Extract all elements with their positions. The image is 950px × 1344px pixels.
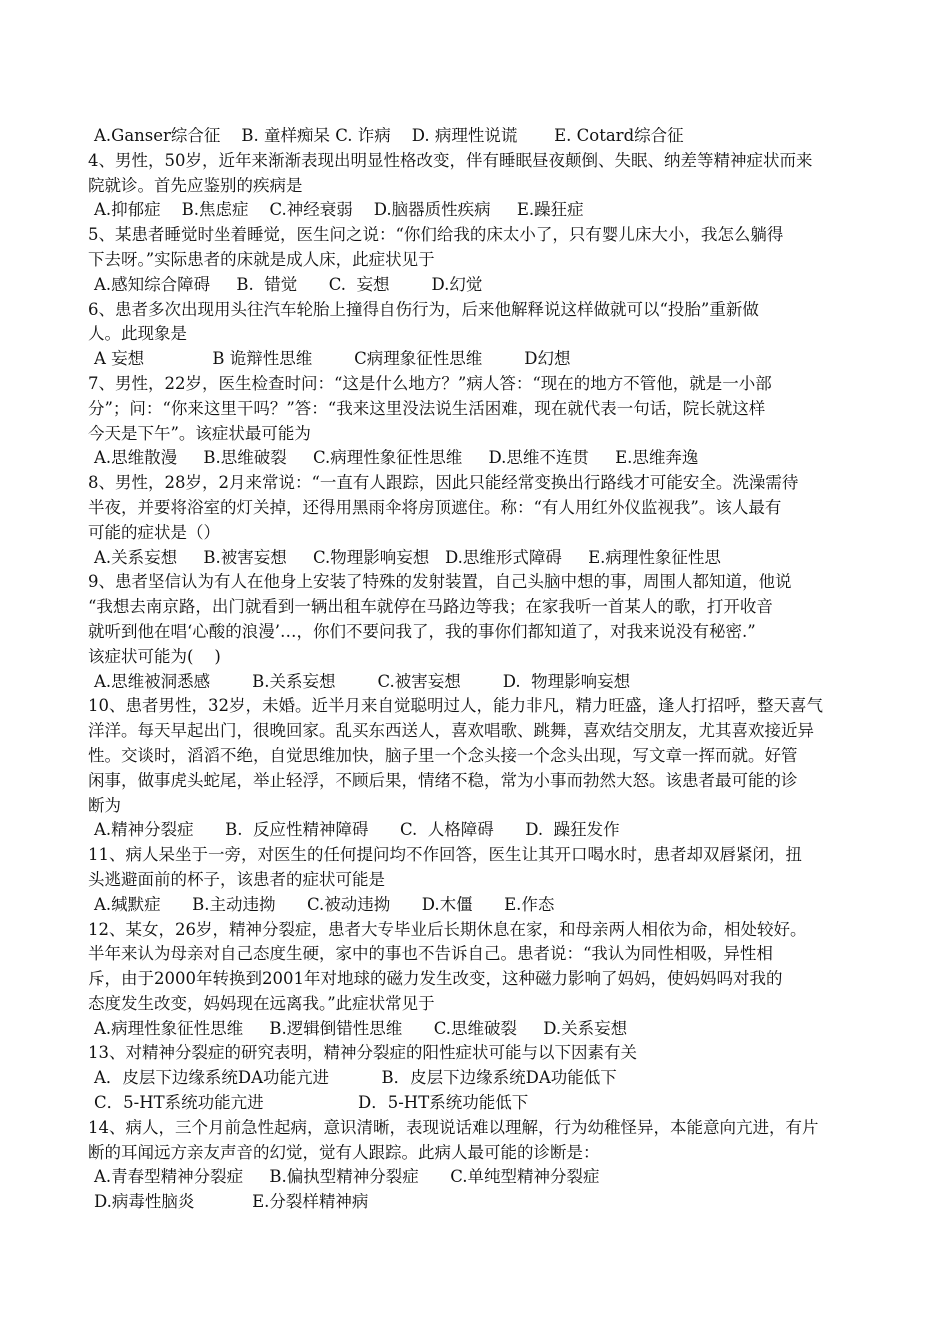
document-body <box>88 124 888 1215</box>
question-text-line: 12、某女，26岁，精神分裂症，患者大专毕业后长期休息在家，和母亲两人相依为命，相处较好。 <box>88 919 807 939</box>
answer-options-line: A.感知综合障碍 B. 错觉 C. 妄想 D.幻觉 <box>94 274 483 294</box>
answer-options-line: A．皮层下边缘系统DA功能亢进 B．皮层下边缘系统DA功能低下 <box>94 1068 617 1088</box>
question-text-line: 9、患者坚信认为有人在他身上安装了特殊的发射装置，自己头脑中想的事，周围人都知道，他说 <box>88 572 792 592</box>
question-text-line: 洋洋。每天早起出门，很晚回家。乱买东西送人，喜欢唱歌、跳舞，喜欢结交朋友，尤其喜欢接近异 <box>88 721 814 741</box>
question-text-line: 性。交谈时，滔滔不绝，自觉思维加快，脑子里一个念头接一个念头出现，写文章一挥而就。好管 <box>88 745 798 765</box>
answer-options-line: A.Ganser综合征 B. 童样痴呆 C. 诈病 D. 病理性说谎 E. Cotard综合征 <box>94 126 684 145</box>
question-text-line: 11、病人呆坐于一旁，对医生的任何提问均不作回答，医生让其开口喝水时，患者却双唇紧闭，扭 <box>88 845 802 865</box>
question-text-line: 可能的症状是（） <box>88 522 220 542</box>
question-text-line: 断为 <box>88 795 121 815</box>
question-text-line: 斥，由于2000年转换到2001年对地球的磁力发生改变，这种磁力影响了妈妈，使妈妈吗对我的 <box>88 969 783 989</box>
question-text-line: 就听到他在唱‘心酸的浪漫’…，你们不要问我了，我的事你们都知道了，对我来说没有秘密.” <box>88 621 756 641</box>
question-text-line: 态度发生改变，妈妈现在远离我。”此症状常见于 <box>88 993 435 1013</box>
answer-options-line: D.病毒性脑炎 E.分裂样精神病 <box>94 1192 369 1212</box>
question-text-line: 8、男性，28岁，2月来常说：“一直有人跟踪，因此只能经常变换出行路线才可能安全。洗澡需待 <box>88 473 799 493</box>
question-text-line: 13、对精神分裂症的研究表明，精神分裂症的阳性症状可能与以下因素有关 <box>88 1043 637 1063</box>
answer-options-line: C．5-HT系统功能亢进 D．5-HT系统功能低下 <box>94 1093 529 1113</box>
question-text-line: 7、男性，22岁，医生检查时问：“这是什么地方？”病人答：“现在的地方不管他，就是一小部 <box>88 373 772 393</box>
question-text-line: 头逃避面前的杯子，该患者的症状可能是 <box>88 869 385 889</box>
question-text-line: 半年来认为母亲对自己态度生硬，家中的事也不告诉自己。患者说：“我认为同性相吸，异性相 <box>88 944 773 964</box>
answer-options-line: A.缄默症 B.主动违拗 C.被动违拗 D.木僵 E.作态 <box>94 894 555 914</box>
question-text-line: 闲事，做事虎头蛇尾，举止轻浮，不顾后果，情绪不稳，常为小事而勃然大怒。该患者最可能的诊 <box>88 770 798 790</box>
question-text-line: 14、病人，三个月前急性起病，意识清晰，表现说话难以理解，行为幼稚怪异，本能意向亢进，有片 <box>88 1117 819 1137</box>
answer-options-line: A 妄想 B 诡辩性思维 C病理象征性思维 D幻想 <box>94 349 571 369</box>
answer-options-line: A.抑郁症 B.焦虑症 C.神经衰弱 D.脑器质性疾病 E.躁狂症 <box>94 200 584 220</box>
answer-options-line: A.关系妄想 B.被害妄想 C.物理影响妄想 D.思维形式障碍 E.病理性象征性思 <box>94 547 721 567</box>
question-text-line: 人。此现象是 <box>88 324 187 344</box>
question-text-line: 今天是下午”。该症状最可能为 <box>88 423 311 443</box>
question-text-line: 下去呀。”实际患者的床就是成人床，此症状见于 <box>88 249 435 269</box>
question-text-line: 半夜，并要将浴室的灯关掉，还得用黑雨伞将房顶遮住。称：“有人用红外仪监视我”。该人最有 <box>88 497 782 517</box>
question-text-line: 断的耳闻远方亲友声音的幻觉，觉有人跟踪。此病人最可能的诊断是： <box>88 1142 600 1162</box>
question-text-line: 4、男性，50岁，近年来渐渐表现出明显性格改变，伴有睡眠昼夜颠倒、失眠、纳差等精神症状而来 <box>88 150 813 170</box>
question-text-line: 分”；问：“你来这里干吗？”答：“我来这里没法说生活困难，现在就代表一句话，院长就这样 <box>88 398 766 418</box>
question-text-line: 院就诊。首先应鉴别的疾病是 <box>88 175 303 195</box>
question-text-line: 5、某患者睡觉时坐着睡觉，医生问之说：“你们给我的床太小了，只有婴儿床大小，我怎么躺得 <box>88 225 784 245</box>
answer-options-line: A.思维散漫 B.思维破裂 C.病理性象征性思维 D.思维不连贯 E.思维奔逸 <box>94 448 699 468</box>
question-text-line: 该症状可能为( ) <box>88 646 221 666</box>
answer-options-line: A.病理性象征性思维 B.逻辑倒错性思维 C.思维破裂 D.关系妄想 <box>94 1018 628 1038</box>
answer-options-line: A.精神分裂症 B. 反应性精神障碍 C. 人格障碍 D. 躁狂发作 <box>94 820 620 840</box>
answer-options-line: A.青春型精神分裂症 B.偏执型精神分裂症 C.单纯型精神分裂症 <box>94 1167 600 1187</box>
answer-options-line: A.思维被洞悉感 B.关系妄想 C.被害妄想 D. 物理影响妄想 <box>94 671 631 691</box>
question-text-line: 10、患者男性，32岁，未婚。近半月来自觉聪明过人，能力非凡，精力旺盛，逢人打招呼，整天喜气 <box>88 696 823 716</box>
question-text-line: “我想去南京路，出门就看到一辆出租车就停在马路边等我；在家我听一首某人的歌，打开收音 <box>88 597 773 617</box>
question-text-line: 6、患者多次出现用头往汽车轮胎上撞得自伤行为，后来他解释说这样做就可以“投胎”重新做 <box>88 299 759 319</box>
